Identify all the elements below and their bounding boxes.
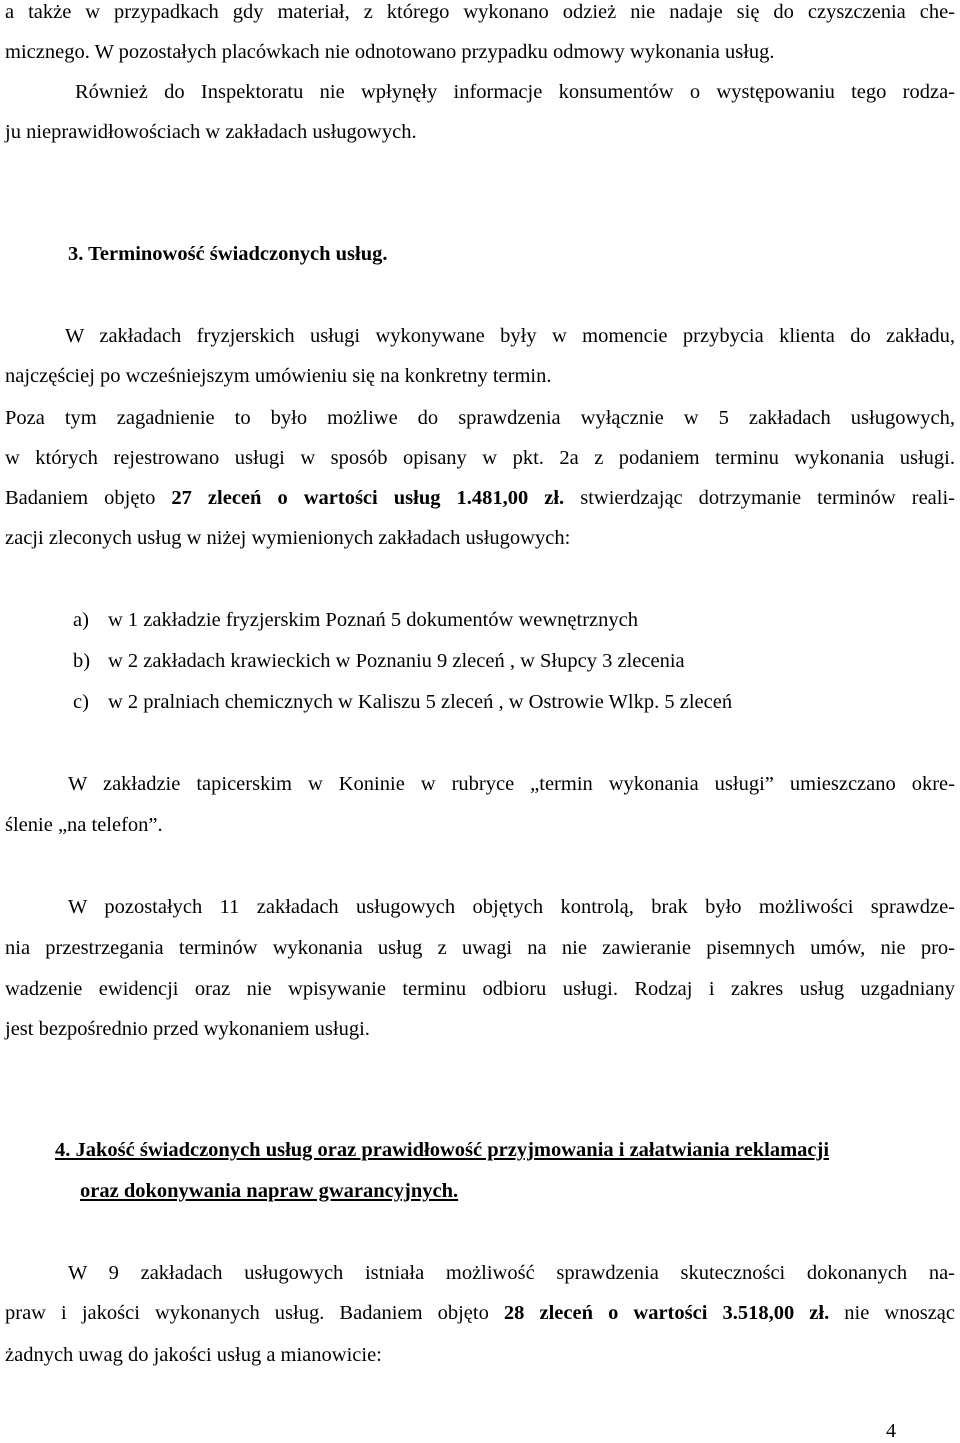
section-4-heading-line-1 — [55, 1140, 960, 1161]
section-4-p1-line-1: W 9 zakładach usługowych istniała możliwość sprawdzenia skuteczności dokonanych na- — [68, 1262, 955, 1284]
section-4-heading-text-2: oraz dokonywania napraw gwarancyjnych. — [80, 1180, 459, 1202]
section-3-p2-line-4: zacji zleconych usług w niżej wymienionych zakładach usługowych: — [5, 527, 571, 549]
section-3-p1-line-1: W zakładach fryzjerskich usługi wykonywane były w momencie przybycia klienta do zakładu, — [65, 325, 955, 347]
section-3-p4-line-1: W pozostałych 11 zakładach usługowych objętych kontrolą, brak było możliwości sprawdze- — [68, 896, 955, 918]
list-text-a: w 1 zakładzie fryzjerskim Poznań 5 dokumentów wewnętrznych — [108, 609, 638, 631]
section-3-p2-line-2: w których rejestrowano usługi w sposób opisany w pkt. 2a z podaniem terminu wykonania usługi. — [5, 447, 955, 469]
section-3-p3-line-2: ślenie „na telefon”. — [5, 814, 163, 836]
section-3-p3-line-1: W zakładzie tapicerskim w Koninie w rubryce „termin wykonania usługi” umieszczano okre- — [68, 773, 955, 795]
section-3-p4-line-4: jest bezpośrednio przed wykonaniem usługi. — [5, 1018, 370, 1040]
intro-line-2: micznego. W pozostałych placówkach nie odnotowano przypadku odmowy wykonania usług. — [5, 41, 775, 63]
list-marker-b: b) — [73, 650, 91, 672]
list-marker-c: c) — [73, 691, 89, 713]
intro-line-1: a także w przypadkach gdy materiał, z którego wykonano odzież nie nadaje się do czyszczenia che- — [5, 1, 955, 23]
section-4-heading-text-1: 4. Jakość świadczonych usług oraz prawidłowość przyjmowania i załatwiania reklamacji — [55, 1139, 830, 1161]
list-text-c: w 2 pralniach chemicznych w Kaliszu 5 zleceń , w Ostrowie Wlkp. 5 zleceń — [108, 691, 733, 713]
list-item-b — [73, 651, 960, 672]
section-4-p1-line-3: żadnych uwag do jakości usług a mianowicie: — [5, 1344, 382, 1366]
list-item-a — [73, 610, 960, 631]
s4-line-2-prefix: praw i jakości wykonanych usług. Badaniem objęto — [5, 1302, 504, 1324]
intro-line-4: ju nieprawidłowościach w zakładach usługowych. — [5, 121, 417, 143]
intro-line-3: Również do Inspektoratu nie wpłynęły informacje konsumentów o występowaniu tego rodza- — [75, 81, 955, 103]
list-item-c — [73, 692, 960, 713]
list-marker-a: a) — [73, 609, 89, 631]
section-3-p4-line-3: wadzenie ewidencji oraz nie wpisywanie terminu odbioru usługi. Rodzaj i zakres usług uzgadniany — [5, 978, 955, 1000]
orders-count-value: 27 zleceń o wartości usług 1.481,00 zł. — [171, 487, 565, 509]
section-3-p1-line-2: najczęściej po wcześniejszym umówieniu się na konkretny termin. — [5, 365, 552, 387]
section-3-heading-text: 3. Terminowość świadczonych usług. — [68, 243, 388, 265]
p2-line-3-suffix: stwierdzając dotrzymanie terminów reali- — [564, 487, 955, 509]
section-3-p4-line-2: nia przestrzegania terminów wykonania usług z uwagi na nie zawieranie pisemnych umów, nie pro- — [5, 937, 955, 959]
section-4-heading-line-2 — [80, 1181, 960, 1202]
p2-line-3-prefix: Badaniem objęto — [5, 487, 172, 509]
section-4-p1-line-2 — [5, 1303, 955, 1324]
s4-orders-value: 28 zleceń o wartości 3.518,00 zł. — [503, 1302, 830, 1324]
section-3-p2-line-3 — [5, 488, 955, 509]
section-3-p2-line-1: Poza tym zagadnienie to było możliwe do sprawdzenia wyłącznie w 5 zakładach usługowych, — [5, 407, 955, 429]
s4-line-2-suffix: nie wnosząc — [829, 1302, 955, 1324]
section-3-heading — [68, 244, 960, 265]
list-text-b: w 2 zakładach krawieckich w Poznaniu 9 zleceń , w Słupcy 3 zlecenia — [108, 650, 685, 672]
page-number: 4 — [886, 1420, 896, 1442]
